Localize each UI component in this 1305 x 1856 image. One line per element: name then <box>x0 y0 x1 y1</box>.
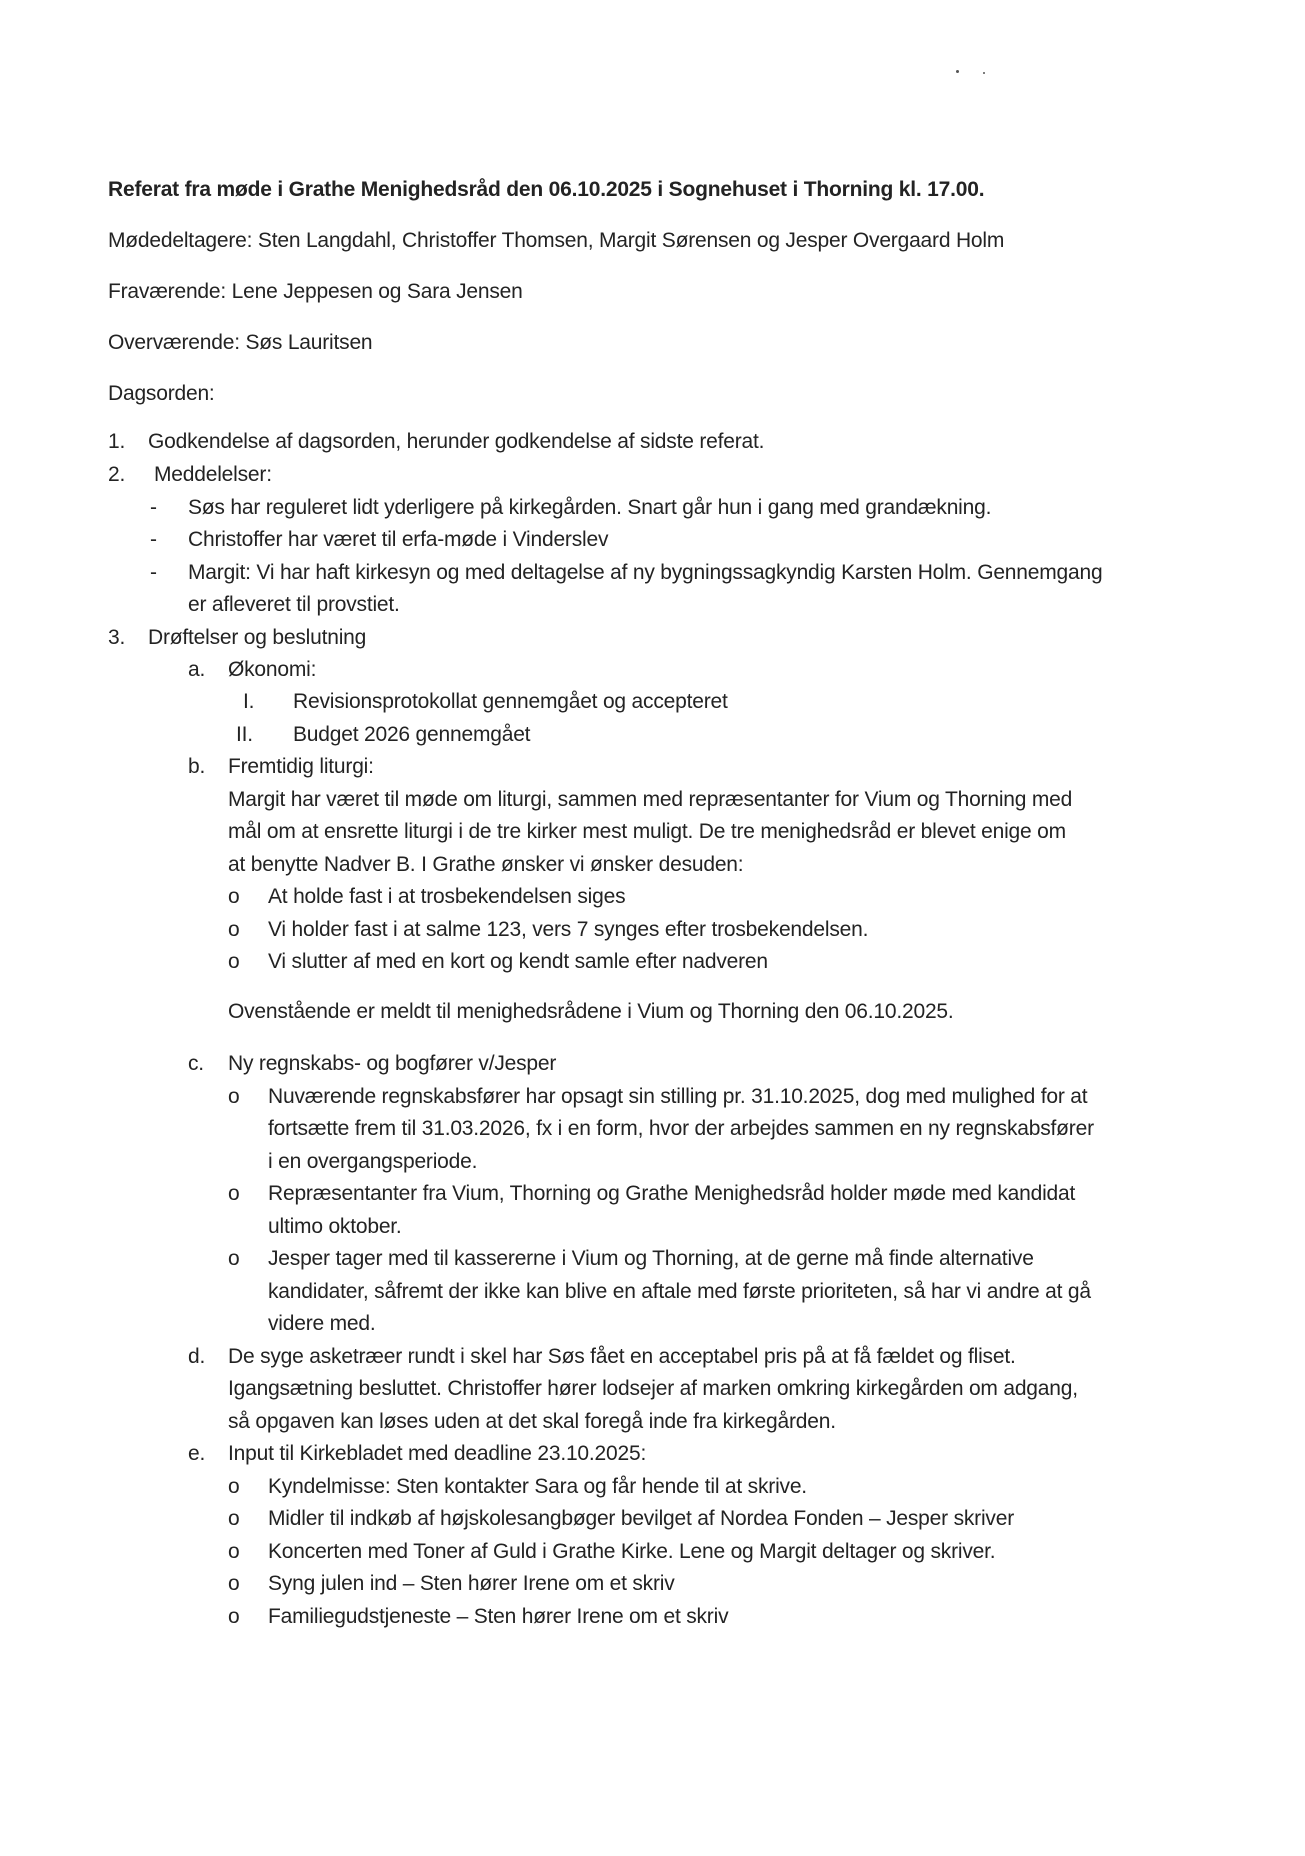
circle-bullet-icon: o <box>228 1540 240 1563</box>
roman-label: I. <box>243 690 255 713</box>
roman-item: Budget 2026 gennemgået <box>293 723 531 746</box>
liturgy-bullet: At holde fast i at trosbekendelsen siges <box>268 885 626 908</box>
section-label: e. <box>188 1442 206 1465</box>
circle-bullet-icon: o <box>228 950 240 973</box>
present-other-line: Overværende: Søs Lauritsen <box>108 331 373 354</box>
scan-speck <box>983 72 985 74</box>
section-text: Igangsætning besluttet. Christoffer hører lodsejer af marken omkring kirkegården om adgang, <box>228 1377 1078 1400</box>
liturgy-bullet: Vi slutter af med en kort og kendt samle efter nadveren <box>268 950 768 973</box>
section-label: a. <box>188 658 206 681</box>
newsletter-bullet: Familiegudstjeneste – Sten hører Irene om et skriv <box>268 1605 729 1628</box>
accountant-bullet-continued: ultimo oktober. <box>268 1215 402 1238</box>
agenda-item-text: Drøftelser og beslutning <box>148 626 367 649</box>
liturgy-note: Ovenstående er meldt til menighedsrådene i Vium og Thorning den 06.10.2025. <box>228 1000 954 1023</box>
section-label: d. <box>188 1345 206 1368</box>
accountant-bullet-continued: videre med. <box>268 1312 376 1335</box>
liturgy-paragraph: at benytte Nadver B. I Grathe ønsker vi ønsker desuden: <box>228 853 744 876</box>
circle-bullet-icon: o <box>228 1085 240 1108</box>
participants-line: Mødedeltagere: Sten Langdahl, Christoffer Thomsen, Margit Sørensen og Jesper Overgaard Holm <box>108 229 1005 252</box>
roman-label: II. <box>236 723 253 746</box>
agenda-item-text: Godkendelse af dagsorden, herunder godkendelse af sidste referat. <box>148 430 765 453</box>
newsletter-bullet: Kyndelmisse: Sten kontakter Sara og får hende til at skrive. <box>268 1475 807 1498</box>
section-title: Input til Kirkebladet med deadline 23.10.2025: <box>228 1442 647 1465</box>
roman-item: Revisionsprotokollat gennemgået og accepteret <box>293 690 728 713</box>
document-title: Referat fra møde i Grathe Menighedsråd den 06.10.2025 i Sognehuset i Thorning kl. 17.00. <box>108 178 985 201</box>
announcement-item: Søs har reguleret lidt yderligere på kirkegården. Snart går hun i gang med grandækning. <box>188 496 992 519</box>
section-text: så opgaven kan løses uden at det skal foregå inde fra kirkegården. <box>228 1410 836 1433</box>
dash-bullet-icon: - <box>150 528 157 551</box>
agenda-label: Dagsorden: <box>108 382 215 405</box>
agenda-item-number: 1. <box>108 430 126 453</box>
agenda-item-number: 2. <box>108 463 126 486</box>
accountant-bullet-continued: i en overgangsperiode. <box>268 1150 478 1173</box>
announcement-item: Margit: Vi har haft kirkesyn og med deltagelse af ny bygningssagkyndig Karsten Holm. Gennemgang <box>188 561 1103 584</box>
section-text: De syge asketræer rundt i skel har Søs fået en acceptabel pris på at få fældet og fliset. <box>228 1345 1016 1368</box>
circle-bullet-icon: o <box>228 1572 240 1595</box>
circle-bullet-icon: o <box>228 1182 240 1205</box>
section-label: c. <box>188 1052 204 1075</box>
newsletter-bullet: Midler til indkøb af højskolesangbøger bevilget af Nordea Fonden – Jesper skriver <box>268 1507 1014 1530</box>
section-title: Fremtidig liturgi: <box>228 755 374 778</box>
circle-bullet-icon: o <box>228 918 240 941</box>
newsletter-bullet: Koncerten med Toner af Guld i Grathe Kirke. Lene og Margit deltager og skriver. <box>268 1540 996 1563</box>
dash-bullet-icon: - <box>150 561 157 584</box>
section-title: Ny regnskabs- og bogfører v/Jesper <box>228 1052 557 1075</box>
liturgy-paragraph: Margit har været til møde om liturgi, sammen med repræsentanter for Vium og Thorning med <box>228 788 1073 811</box>
accountant-bullet-continued: kandidater, såfremt der ikke kan blive en aftale med første prioriteten, så har vi andre at gå <box>268 1280 1091 1303</box>
absent-line: Fraværende: Lene Jeppesen og Sara Jensen <box>108 280 523 303</box>
accountant-bullet: Repræsentanter fra Vium, Thorning og Grathe Menighedsråd holder møde med kandidat <box>268 1182 1076 1205</box>
agenda-item-text: Meddelelser: <box>154 463 272 486</box>
section-label: b. <box>188 755 206 778</box>
newsletter-bullet: Syng julen ind – Sten hører Irene om et skriv <box>268 1572 675 1595</box>
accountant-bullet: Nuværende regnskabsfører har opsagt sin stilling pr. 31.10.2025, dog med mulighed for at <box>268 1085 1088 1108</box>
liturgy-bullet: Vi holder fast i at salme 123, vers 7 synges efter trosbekendelsen. <box>268 918 869 941</box>
scan-speck <box>956 70 959 73</box>
circle-bullet-icon: o <box>228 1475 240 1498</box>
agenda-item-number: 3. <box>108 626 126 649</box>
announcement-item: Christoffer har været til erfa-møde i Vinderslev <box>188 528 609 551</box>
accountant-bullet: Jesper tager med til kassererne i Vium og Thorning, at de gerne må finde alternative <box>268 1247 1034 1270</box>
announcement-item-continued: er afleveret til provstiet. <box>188 593 400 616</box>
circle-bullet-icon: o <box>228 1605 240 1628</box>
liturgy-paragraph: mål om at ensrette liturgi i de tre kirker mest muligt. De tre menighedsråd er blevet enige om <box>228 820 1066 843</box>
circle-bullet-icon: o <box>228 885 240 908</box>
circle-bullet-icon: o <box>228 1507 240 1530</box>
circle-bullet-icon: o <box>228 1247 240 1270</box>
section-title: Økonomi: <box>228 658 317 681</box>
dash-bullet-icon: - <box>150 496 157 519</box>
accountant-bullet-continued: fortsætte frem til 31.03.2026, fx i en form, hvor der arbejdes sammen en ny regnskabsfører <box>268 1117 1094 1140</box>
